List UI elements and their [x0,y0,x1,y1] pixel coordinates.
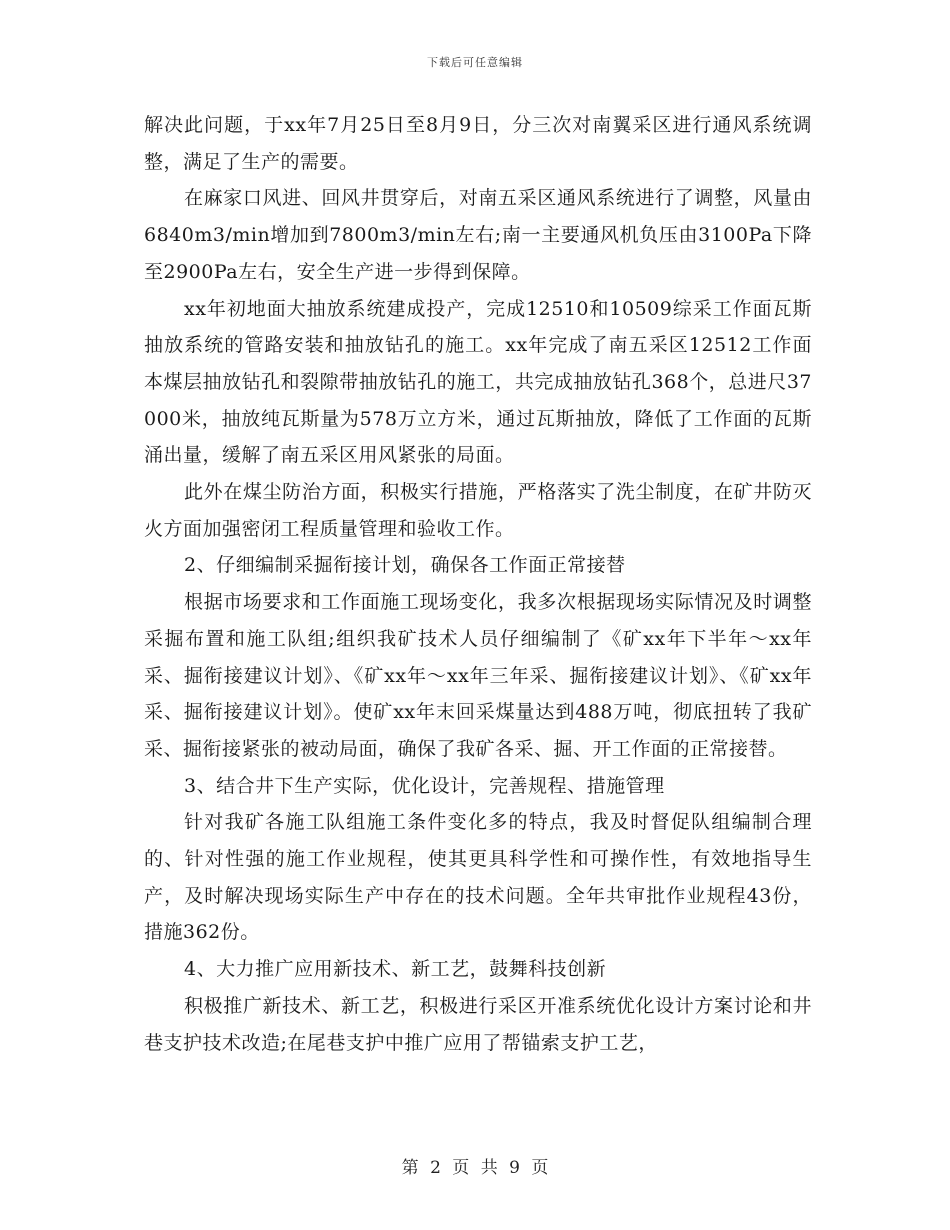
section-heading-3: 3、结合井下生产实际，优化设计，完善规程、措施管理 [184,774,665,797]
document-body [144,107,812,1061]
paragraph-5: 根据市场要求和工作面施工现场变化，我多次根据现场实际情况及时调整采掘布置和施工队组;组织我矿技术人员仔细编制了《矿xx年下半年～xx年采、掘衔接建议计划》、《矿xx年～xx年三年采、掘衔接建议计划》、《矿xx年采、掘衔接建议计划》。使矿xx年末回采煤量达到488万吨，彻底扭转了我矿采、掘衔接紧张的被动局面，确保了我矿各采、掘、开工作面的正常接替。 [144,591,812,760]
paragraph-4: 此外在煤尘防治方面，积极实行措施，严格落实了洗尘制度，在矿井防灭火方面加强密闭工程质量管理和验收工作。 [144,481,812,540]
page-number: 第 2 页 共 9 页 [401,1158,549,1178]
section-heading-4: 4、大力推广应用新技术、新工艺，鼓舞科技创新 [184,958,607,981]
paragraph-6: 针对我矿各施工队组施工条件变化多的特点，我及时督促队组编制合理的、针对性强的施工作业规程，使其更具科学性和可操作性，有效地指导生产，及时解决现场实际生产中存在的技术问题。全年共审批作业规程43份，措施362份。 [144,811,812,944]
section-heading-2: 2、仔细编制采掘衔接计划，确保各工作面正常接替 [184,554,626,577]
paragraph-3: xx年初地面大抽放系统建成投产，完成12510和10509综采工作面瓦斯抽放系统的管路安装和抽放钻孔的施工。xx年完成了南五采区12512工作面本煤层抽放钻孔和裂隙带抽放钻孔的施工，共完成抽放钻孔368个，总进尺37000米，抽放纯瓦斯量为578万立方米，通过瓦斯抽放，降低了工作面的瓦斯涌出量，缓解了南五采区用风紧张的局面。 [144,297,812,467]
page-header: 下载后可任意编辑 [427,56,523,69]
paragraph-2: 在麻家口风进、回风井贯穿后，对南五采区通风系统进行了调整，风量由6840m3/min增加到7800m3/min左右;南一主要通风机负压由3100Pa下降至2900Pa左右，安全生产进一步得到保障。 [144,187,812,283]
paragraph-7: 积极推广新技术、新工艺，积极进行采区开准系统优化设计方案讨论和井巷支护技术改造;在尾巷支护中推广应用了帮锚索支护工艺， [144,994,812,1054]
paragraph-1: 解决此问题，于xx年7月25日至8月9日，分三次对南翼采区进行通风系统调整，满足了生产的需要。 [144,114,812,173]
